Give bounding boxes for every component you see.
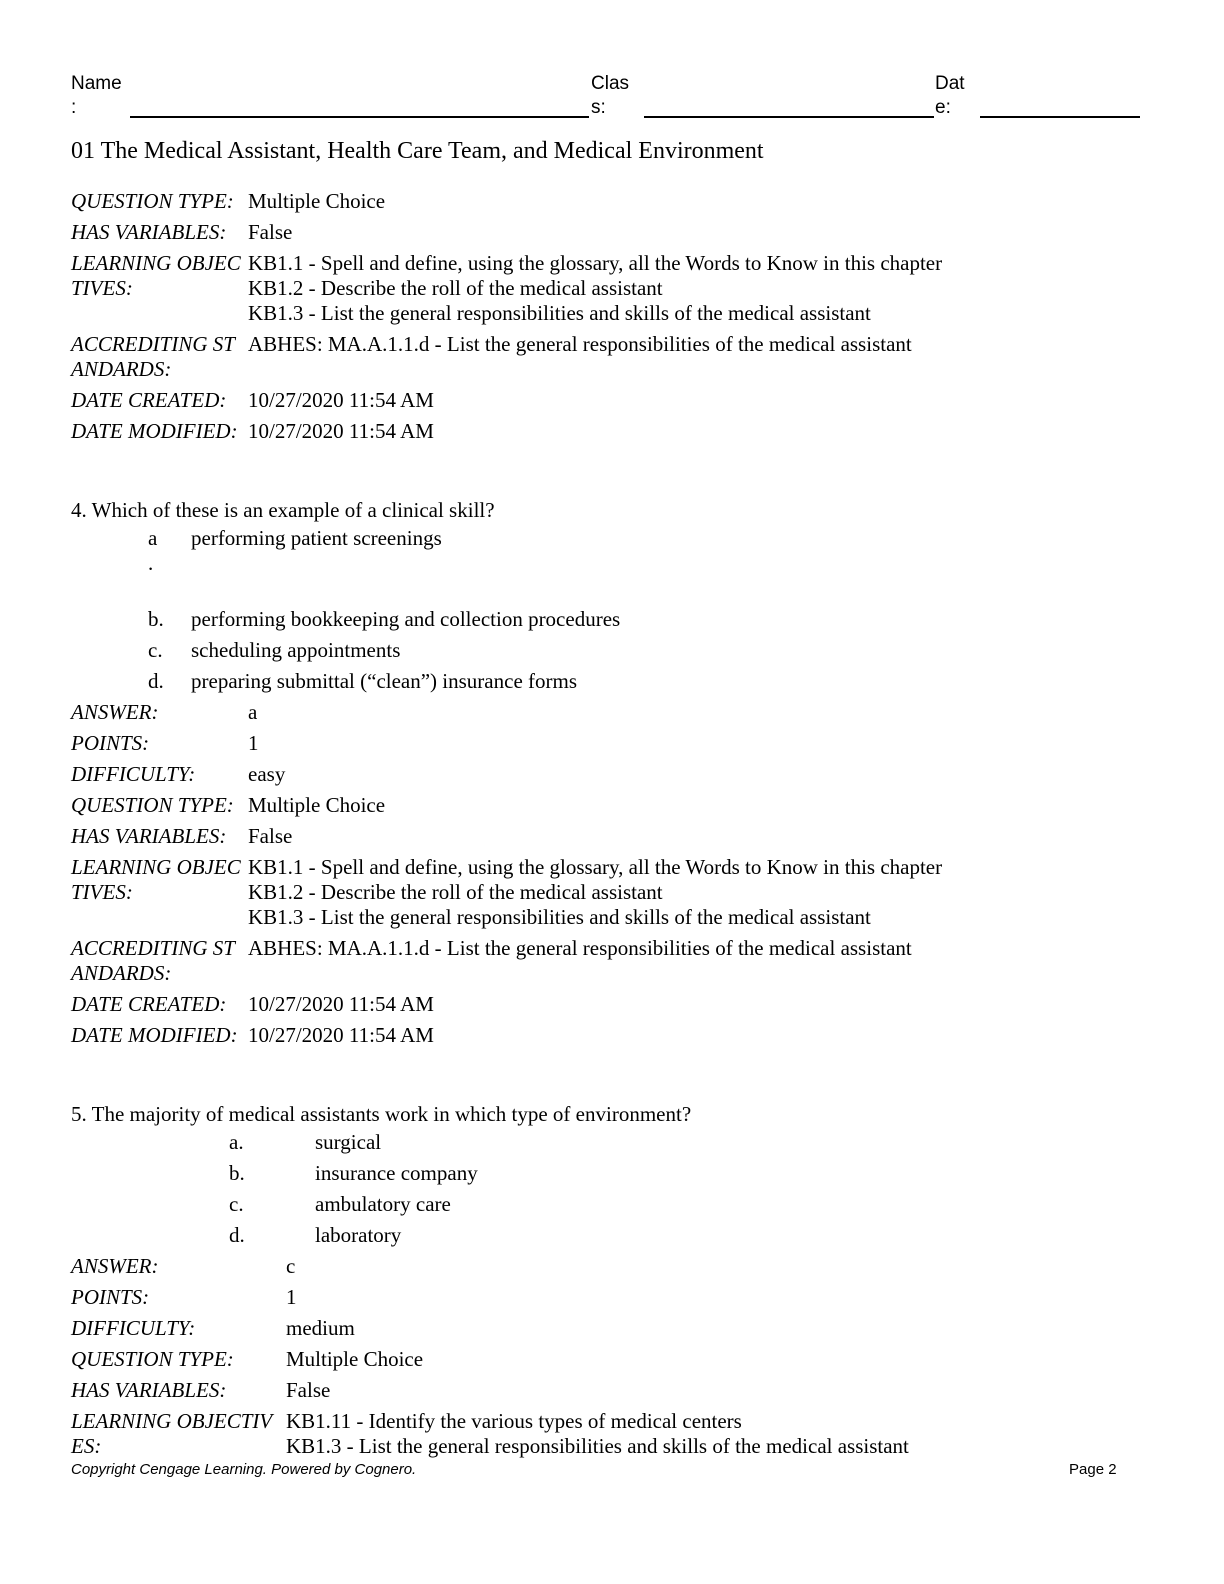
learning-objective-item: KB1.3 - List the general responsibilities and skills of the medical assistant [248,905,871,929]
accrediting-label-cont: ANDARDS: [71,357,172,381]
option-c-text: scheduling appointments [191,638,401,662]
has-variables-label: HAS VARIABLES: [71,220,227,244]
name-label: Name : [71,73,122,118]
learning-objective-item: KB1.3 - List the general responsibilities and skills of the medical assistant [248,301,871,325]
option-letter: c. [229,1192,244,1216]
learning-objectives-label-cont: TIVES: [71,880,133,904]
accrediting-label-cont: ANDARDS: [71,961,172,985]
learning-objectives-label-cont: TIVES: [71,276,133,300]
difficulty-label: DIFFICULTY: [71,762,196,786]
answer-value: c [286,1254,296,1278]
points-value: 1 [248,731,259,755]
date-created-value: 10/27/2020 11:54 AM [248,388,434,412]
question-4-text: 4. Which of these is an example of a clinical skill? [71,498,495,522]
date-created-value: 10/27/2020 11:54 AM [248,992,434,1016]
learning-objectives-label-cont: ES: [71,1434,102,1458]
date-modified-label: DATE MODIFIED: [71,1023,238,1047]
option-letter: d. [229,1223,245,1247]
accrediting-value: ABHES: MA.A.1.1.d - List the general responsibilities of the medical assistant [248,936,912,960]
question-type-label: QUESTION TYPE: [71,189,234,213]
learning-objectives-label: LEARNING OBJECTIV [71,1409,273,1433]
answer-value: a [248,700,258,724]
question-type-value: Multiple Choice [248,793,386,817]
option-letter: a. [229,1130,244,1154]
option-a-text: performing patient screenings [191,526,442,550]
question-type-value: Multiple Choice [248,189,386,213]
date-modified-label: DATE MODIFIED: [71,419,238,443]
option-c-text: ambulatory care [315,1192,451,1216]
learning-objective-item: KB1.1 - Spell and define, using the glossary, all the Words to Know in this chapter [248,855,943,879]
page-title: 01 The Medical Assistant, Health Care Team, and Medical Environment [71,138,764,164]
option-a-text: surgical [315,1130,382,1154]
option-letter: b. [229,1161,245,1185]
difficulty-value: medium [286,1316,355,1340]
question-type-value: Multiple Choice [286,1347,424,1371]
accrediting-label: ACCREDITING ST [71,936,235,960]
name-field[interactable] [130,116,589,118]
learning-objective-item: KB1.2 - Describe the roll of the medical assistant [248,880,663,904]
option-d-text: laboratory [315,1223,402,1247]
learning-objectives-label: LEARNING OBJEC [71,855,241,879]
accrediting-label: ACCREDITING ST [71,332,235,356]
learning-objectives-label: LEARNING OBJEC [71,251,241,275]
points-label: POINTS: [71,1285,150,1309]
points-value: 1 [286,1285,297,1309]
points-label: POINTS: [71,731,150,755]
option-letter-dot: . [148,551,154,575]
question-5-text: 5. The majority of medical assistants work in which type of environment? [71,1102,692,1126]
option-d-text: preparing submittal (“clean”) insurance forms [191,669,578,693]
option-b-text: insurance company [315,1161,478,1185]
question-type-label: QUESTION TYPE: [71,793,234,817]
option-b-text: performing bookkeeping and collection procedures [191,607,621,631]
difficulty-value: easy [248,762,286,786]
option-letter: b. [148,607,164,631]
has-variables-value: False [248,220,293,244]
has-variables-value: False [286,1378,331,1402]
date-modified-value: 10/27/2020 11:54 AM [248,1023,434,1047]
learning-objective-item: KB1.2 - Describe the roll of the medical assistant [248,276,663,300]
learning-objective-item: KB1.3 - List the general responsibilities and skills of the medical assistant [286,1434,909,1458]
answer-label: ANSWER: [71,1254,159,1278]
date-label: Dat e: [935,73,965,118]
option-letter: c. [148,638,163,662]
footer-copyright: Copyright Cengage Learning. Powered by Cognero. [71,1461,417,1478]
answer-label: ANSWER: [71,700,159,724]
difficulty-label: DIFFICULTY: [71,1316,196,1340]
option-letter: a [148,526,158,550]
date-modified-value: 10/27/2020 11:54 AM [248,419,434,443]
learning-objective-item: KB1.11 - Identify the various types of medical centers [286,1409,742,1433]
page-number: Page 2 [1069,1461,1117,1478]
accrediting-value: ABHES: MA.A.1.1.d - List the general responsibilities of the medical assistant [248,332,912,356]
has-variables-value: False [248,824,293,848]
has-variables-label: HAS VARIABLES: [71,1378,227,1402]
class-label: Clas s: [591,73,630,118]
class-field[interactable] [644,116,934,118]
date-field[interactable] [980,116,1140,118]
question-type-label: QUESTION TYPE: [71,1347,234,1371]
option-letter: d. [148,669,164,693]
date-created-label: DATE CREATED: [71,992,227,1016]
has-variables-label: HAS VARIABLES: [71,824,227,848]
learning-objective-item: KB1.1 - Spell and define, using the glossary, all the Words to Know in this chapter [248,251,943,275]
date-created-label: DATE CREATED: [71,388,227,412]
